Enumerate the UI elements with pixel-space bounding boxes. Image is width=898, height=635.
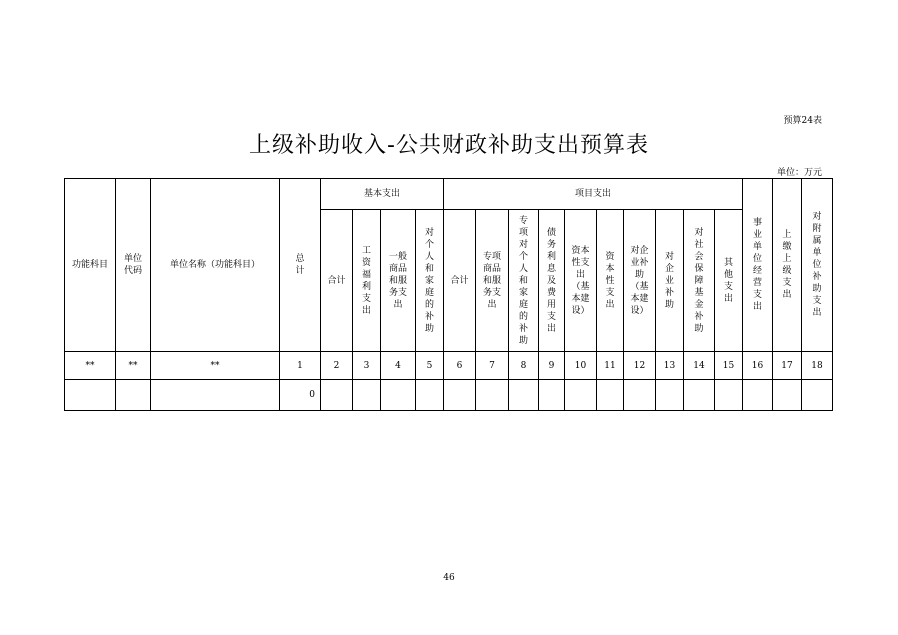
data-cell (656, 380, 684, 411)
data-cell (381, 380, 416, 411)
index-cell: ** (65, 352, 116, 380)
header-basic-total: 合计 (321, 210, 353, 352)
index-cell: 10 (565, 352, 597, 380)
index-cell: 2 (321, 352, 353, 380)
header-project-debt: 债务利息及费用支出 (539, 210, 565, 352)
index-cell: 11 (597, 352, 624, 380)
data-cell-total: 0 (280, 380, 321, 411)
data-cell (539, 380, 565, 411)
data-cell (624, 380, 656, 411)
header-total: 总计 (280, 179, 321, 352)
header-unit-code: 单位代码 (116, 179, 151, 352)
data-cell (116, 380, 151, 411)
data-cell (476, 380, 509, 411)
table-id: 预算24表 (783, 116, 822, 126)
header-project-goods: 专项商品和服务支出 (476, 210, 509, 352)
data-cell (715, 380, 743, 411)
data-cell (684, 380, 715, 411)
index-cell: 14 (684, 352, 715, 380)
data-cell (773, 380, 802, 411)
index-cell: 3 (353, 352, 381, 380)
index-cell: 18 (802, 352, 833, 380)
header-project-social-security: 对社会保障基金补助 (684, 210, 715, 352)
header-project-capital-construction: 资本性支出（基本建设） (565, 210, 597, 352)
index-cell: 9 (539, 352, 565, 380)
data-cell (151, 380, 280, 411)
index-cell: 8 (509, 352, 539, 380)
data-cell (802, 380, 833, 411)
data-cell (509, 380, 539, 411)
budget-table (64, 178, 833, 411)
index-cell: ** (151, 352, 280, 380)
index-cell: ** (116, 352, 151, 380)
index-cell: 16 (743, 352, 773, 380)
page-number: 46 (443, 573, 455, 583)
header-project-personal: 专项对个人和家庭的补助 (509, 210, 539, 352)
index-cell: 6 (444, 352, 476, 380)
index-cell: 5 (416, 352, 444, 380)
index-cell: 17 (773, 352, 802, 380)
data-cell (743, 380, 773, 411)
unit-label: 单位：万元 (776, 168, 822, 178)
data-cell (353, 380, 381, 411)
header-project-enterprise-construction: 对企业补助（基本建设） (624, 210, 656, 352)
header-project-group: 项目支出 (444, 179, 743, 210)
page-title: 上级补助收入-公共财政补助支出预算表 (249, 133, 649, 158)
header-func-subject: 功能科目 (65, 179, 116, 352)
header-unit-name: 单位名称（功能科目） (151, 179, 280, 352)
index-row (65, 352, 833, 380)
index-cell: 13 (656, 352, 684, 380)
index-cell: 15 (715, 352, 743, 380)
header-project-enterprise: 对企业补助 (656, 210, 684, 352)
data-cell (321, 380, 353, 411)
index-cell: 12 (624, 352, 656, 380)
table-row (65, 380, 833, 411)
header-basic-group: 基本支出 (321, 179, 444, 210)
data-cell (65, 380, 116, 411)
header-project-capital: 资本性支出 (597, 210, 624, 352)
index-cell: 7 (476, 352, 509, 380)
header-project-other: 其他支出 (715, 210, 743, 352)
header-affiliate: 对附属单位补助支出 (802, 179, 833, 352)
data-cell (444, 380, 476, 411)
header-basic-wages: 工资福利支出 (353, 210, 381, 352)
header-basic-goods: 一般商品和服务支出 (381, 210, 416, 352)
data-cell (416, 380, 444, 411)
header-biz-op: 事业单位经营支出 (743, 179, 773, 352)
header-project-total: 合计 (444, 210, 476, 352)
index-cell: 4 (381, 352, 416, 380)
header-basic-personal: 对个人和家庭的补助 (416, 210, 444, 352)
header-upstream: 上缴上级支出 (773, 179, 802, 352)
index-cell: 1 (280, 352, 321, 380)
data-cell (565, 380, 597, 411)
data-cell (597, 380, 624, 411)
